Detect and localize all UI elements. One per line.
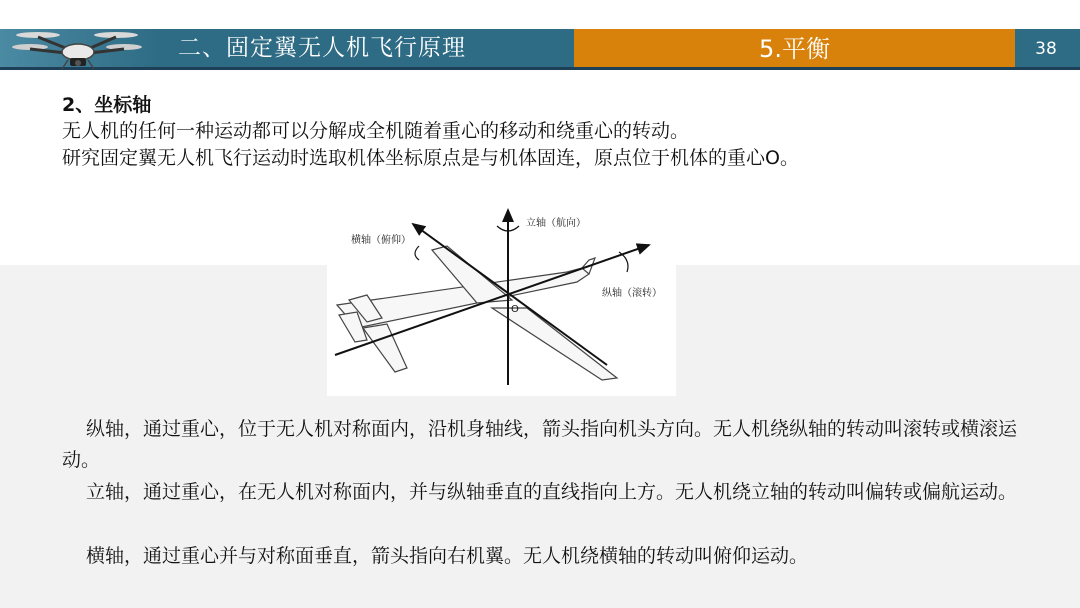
axes-figure — [327, 200, 676, 396]
paragraph-lateral: 横轴，通过重心并与对称面垂直，箭头指向右机翼。无人机绕横轴的转动叫俯仰运动。 — [86, 545, 809, 567]
topic-box — [574, 29, 1015, 67]
intro-line: 研究固定翼无人机飞行运动时选取机体坐标原点是与机体固连，原点位于机体的重心O。 — [62, 147, 799, 169]
drone-icon — [8, 25, 148, 73]
page-number: 38 — [1035, 39, 1057, 59]
section-title: 二、固定翼无人机飞行原理 — [178, 35, 466, 61]
longitudinal-axis-label: 纵轴（滚转） — [602, 288, 662, 299]
header-underline — [0, 67, 1080, 70]
intro-line: 无人机的任何一种运动都可以分解成全机随着重心的移动和绕重心的转动。 — [62, 120, 690, 142]
content-heading: 2、坐标轴 — [62, 94, 152, 116]
lateral-axis-label: 横轴（俯仰） — [351, 235, 411, 246]
paragraph-vertical: 立轴，通过重心，在无人机对称面内，并与纵轴垂直的直线指向上方。无人机绕立轴的转动叫偏转或偏航运动。 — [86, 481, 1018, 503]
paragraph-longitudinal: 纵轴，通过重心，位于无人机对称面内，沿机身轴线，箭头指向机头方向。无人机绕纵轴的转动叫滚转或横滚运动。 — [62, 418, 1018, 471]
svg-text:O: O — [511, 304, 519, 315]
topic-label: 5.平衡 — [759, 35, 830, 63]
vertical-axis-label: 立轴（航向） — [526, 218, 586, 229]
